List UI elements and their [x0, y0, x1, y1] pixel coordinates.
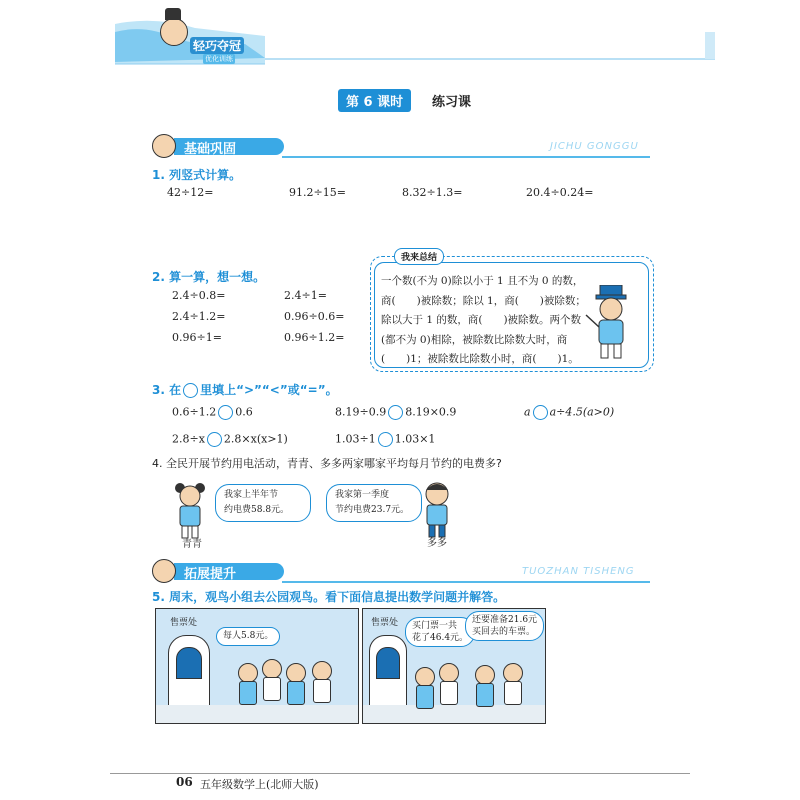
panel2-bubble-2	[465, 611, 544, 641]
answer-circle[interactable]	[218, 405, 233, 420]
panel1-bubble: 每人5.8元。	[216, 627, 280, 646]
q3-row1-item	[524, 405, 614, 420]
summary-line: 除以大于 1 的数，商( )被除数。两个数	[381, 314, 582, 326]
q2-right-item: 2.4÷1=	[284, 289, 327, 302]
summary-line: (都不为 0)相除，被除数比除数大时，商	[381, 333, 568, 346]
bubble-line: 我家上半年节	[224, 490, 279, 500]
compare-left: a	[524, 405, 531, 419]
bubble-line: 约电费58.8元。	[224, 505, 290, 515]
logo-text: 轻巧夺冠	[190, 37, 244, 54]
child-figure	[312, 661, 332, 681]
q2-right-item: 0.96÷0.6=	[284, 310, 345, 323]
answer-circle[interactable]	[378, 432, 393, 447]
bubble-line: 节约电费23.7元。	[335, 505, 410, 515]
book-title: 五年级数学上(北师大版)	[200, 778, 319, 791]
child-figure	[286, 663, 306, 683]
name-duoduo: 多多	[427, 538, 447, 549]
bubble-line: 买门票一共	[412, 621, 458, 631]
q3-title	[152, 381, 338, 398]
child-figure	[504, 681, 522, 705]
logo-subtext: 优化训练	[205, 55, 233, 63]
section-title-extend: 拓展提升	[184, 567, 237, 582]
q3-title-post: 里填上“>”“<”或“=”。	[200, 383, 338, 397]
summary-line: 商( )被除数；除以 1，商( )被除数；	[381, 294, 586, 307]
summary-label: 我来总结	[394, 248, 444, 265]
compare-left: 2.8÷x	[172, 432, 205, 446]
q2-left-item: 2.4÷0.8=	[172, 289, 226, 302]
child-figure	[262, 659, 282, 679]
speech-bubble-duoduo	[326, 484, 422, 522]
child-figure	[475, 665, 495, 685]
section-divider	[282, 156, 650, 158]
compare-right: 2.8×x(x>1)	[223, 432, 288, 446]
answer-circle[interactable]	[388, 405, 403, 420]
section-banner-basic	[152, 138, 650, 158]
speech-bubble-qingqing	[215, 484, 311, 522]
name-qingqing: 青青	[182, 539, 202, 550]
child-figure	[439, 663, 459, 683]
answer-circle[interactable]	[533, 405, 548, 420]
booth-window	[176, 647, 202, 679]
boy-duoduo-image	[420, 480, 454, 540]
bubble-line: 买回去的车票。	[472, 627, 536, 637]
child-figure	[476, 683, 494, 707]
summary-lines	[381, 272, 586, 370]
q3-row1-item	[172, 405, 253, 420]
child-figure	[503, 663, 523, 683]
comic-panel-1	[155, 608, 359, 724]
q1-item: 8.32÷1.3=	[402, 186, 463, 199]
girl-mascot-icon	[152, 134, 176, 158]
child-figure	[440, 681, 458, 705]
q2-left-item: 2.4÷1.2=	[172, 310, 226, 323]
child-figure	[415, 667, 435, 687]
mascot-avatar	[160, 18, 188, 46]
compare-left: 8.19÷0.9	[335, 405, 387, 419]
girl-mascot-icon	[152, 559, 176, 583]
q2-left-item: 0.96÷1=	[172, 331, 222, 344]
ground	[363, 705, 545, 723]
section-pinyin-extend: TUOZHAN TISHENG	[522, 566, 635, 577]
child-figure	[239, 681, 257, 705]
lesson-title: 练习课	[432, 95, 472, 110]
q1-item: 20.4÷0.24=	[526, 186, 594, 199]
child-figure	[287, 681, 305, 705]
booth-window	[376, 647, 400, 679]
child-figure	[313, 679, 331, 703]
mascot-hat	[165, 8, 181, 20]
comic-panel-2	[362, 608, 546, 724]
q5-title: 5. 周末，观鸟小组去公园观鸟。看下面信息提出数学问题并解答。	[152, 590, 506, 604]
section-banner-extend	[152, 563, 650, 583]
summary-line: 一个数(不为 0)除以小于 1 且不为 0 的数，	[381, 275, 584, 287]
answer-circle[interactable]	[207, 432, 222, 447]
compare-left: 0.6÷1.2	[172, 405, 217, 419]
section-pinyin-basic: JICHU GONGGU	[550, 141, 639, 152]
compare-right: 0.6	[235, 405, 253, 419]
section-title-basic: 基础巩固	[184, 142, 237, 157]
q3-row2-item	[335, 432, 435, 447]
teacher-mascot-image	[584, 285, 640, 361]
q1-item: 91.2÷15=	[289, 186, 346, 199]
q1-title: 1. 列竖式计算。	[152, 168, 242, 182]
child-figure	[238, 663, 258, 683]
ticket-sign: 售票处	[170, 618, 198, 628]
bubble-line: 花了46.4元。	[412, 633, 469, 643]
q3-row1-item	[335, 405, 456, 420]
ground	[156, 705, 358, 723]
bubble-line: 我家第一季度	[335, 490, 390, 500]
girl-qingqing-image	[172, 480, 208, 542]
footer-line	[110, 773, 690, 774]
child-figure	[263, 677, 281, 701]
summary-line: ( )1；被除数比除数小时，商( )1。	[381, 353, 579, 365]
q2-right-item: 0.96÷1.2=	[284, 331, 345, 344]
q4-title: 4. 全民开展节约用电活动，青青、多多两家哪家平均每月节约的电费多?	[152, 457, 502, 470]
section-divider	[282, 581, 650, 583]
compare-left: 1.03÷1	[335, 432, 376, 446]
compare-right: 1.03×1	[394, 432, 436, 446]
child-figure	[416, 685, 434, 709]
answer-circle-icon	[183, 383, 198, 398]
q3-title-pre: 3. 在	[152, 383, 182, 397]
q3-row2-item	[172, 432, 288, 447]
q1-item: 42÷12=	[167, 186, 214, 199]
lesson-label: 第 6 课时	[338, 89, 411, 112]
page-number: 06	[176, 775, 193, 789]
q2-title: 2. 算一算，想一想。	[152, 270, 266, 284]
ticket-sign: 售票处	[371, 618, 399, 628]
compare-right: a÷4.5(a>0)	[549, 405, 615, 419]
bubble-line: 还要准备21.6元	[472, 615, 538, 625]
compare-right: 8.19×0.9	[405, 405, 457, 419]
